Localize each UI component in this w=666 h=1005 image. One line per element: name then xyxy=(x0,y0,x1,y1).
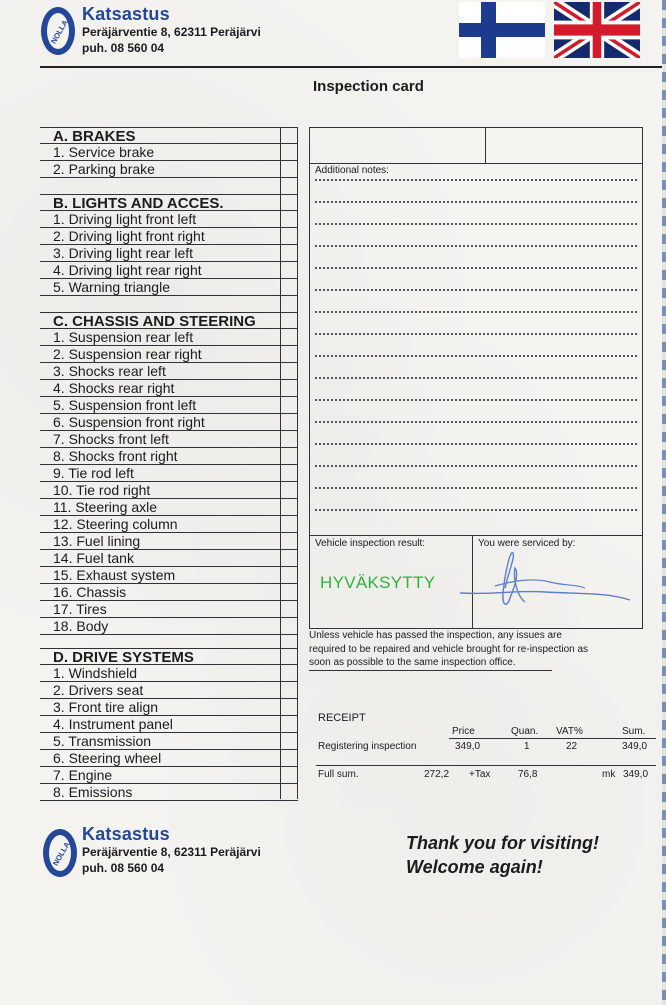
notes-line xyxy=(315,267,637,269)
receipt-total-sum: 349,0 xyxy=(623,769,649,780)
notes-box xyxy=(309,127,643,629)
logo-text: NOLLA xyxy=(50,840,72,868)
notes-line xyxy=(315,201,637,203)
checklist-item: 7. Engine xyxy=(40,767,298,784)
receipt-title: RECEIPT xyxy=(318,712,366,724)
checklist-item: 9. Tie rod left xyxy=(40,465,298,482)
notes-line xyxy=(315,311,637,313)
receipt-header-rule xyxy=(449,738,656,739)
checklist-item: 4. Shocks rear right xyxy=(40,380,298,397)
checklist-item: 1. Suspension rear left xyxy=(40,329,298,346)
checklist-item: 1. Service brake xyxy=(40,144,298,161)
checklist-item: 4. Driving light rear right xyxy=(40,262,298,279)
brand-name: Katsastus xyxy=(82,4,170,24)
notes-line xyxy=(315,443,637,445)
checklist-check-column xyxy=(280,127,281,799)
checklist-item: 3. Front tire align xyxy=(40,699,298,716)
result-label: Vehicle inspection result: xyxy=(315,538,426,549)
notes-line xyxy=(315,487,637,489)
welcome-again-line: Welcome again! xyxy=(406,857,543,877)
header-divider xyxy=(40,66,662,68)
disclaimer-line: soon as possible to the same inspection office. xyxy=(309,657,516,668)
header-phone: puh. 08 560 04 xyxy=(82,41,165,55)
checklist-item: 8. Emissions xyxy=(40,784,298,801)
footer-phone: puh. 08 560 04 xyxy=(82,861,165,875)
receipt-total-tax: 76,8 xyxy=(518,769,538,780)
checklist-item: 11. Steering axle xyxy=(40,499,298,516)
serviced-by-label: You were serviced by: xyxy=(478,538,576,549)
checklist-item: 2. Suspension rear right xyxy=(40,346,298,363)
logo-text: NOLLA xyxy=(48,18,70,46)
checklist-item: 12. Steering column xyxy=(40,516,298,533)
checklist-item: 1. Windshield xyxy=(40,665,298,682)
header-address-line: Peräjärventie 8, 62311 Peräjärvi xyxy=(82,25,261,39)
notes-top-divider xyxy=(485,128,486,163)
footer-address-line: Peräjärventie 8, 62311 Peräjärvi xyxy=(82,845,261,859)
checklist-item: 5. Suspension front left xyxy=(40,397,298,414)
checklist-item: 6. Suspension front right xyxy=(40,414,298,431)
notes-top-line xyxy=(310,163,642,164)
notes-line xyxy=(315,223,637,225)
receipt-header-sum: Sum. xyxy=(622,726,646,737)
checklist-item: 5. Warning triangle xyxy=(40,279,298,296)
receipt-total-tax-label: +Tax xyxy=(469,769,491,780)
header-address xyxy=(82,24,261,56)
receipt-header-price: Price xyxy=(452,726,475,737)
checklist-item: 2. Parking brake xyxy=(40,161,298,178)
section-heading-chassis: C. CHASSIS AND STEERING xyxy=(40,312,298,329)
thank-you-line: Thank you for visiting! xyxy=(406,833,600,853)
checklist-item: 15. Exhaust system xyxy=(40,567,298,584)
signature-icon xyxy=(455,548,640,618)
nolla-logo-icon xyxy=(42,828,78,878)
notes-line xyxy=(315,355,637,357)
notes-line xyxy=(315,333,637,335)
notes-line xyxy=(315,509,637,511)
receipt-line-price: 349,0 xyxy=(455,741,481,752)
section-heading-brakes: A. BRAKES xyxy=(40,127,298,144)
checklist-item: 2. Drivers seat xyxy=(40,682,298,699)
checklist-item: 18. Body xyxy=(40,618,298,635)
receipt-total-label: Full sum. xyxy=(318,769,359,780)
inspection-result-value: HYVÄKSYTTY xyxy=(320,573,436,592)
checklist-item: 7. Shocks front left xyxy=(40,431,298,448)
disclaimer-line: required to be repaired and vehicle brought for re-inspection as xyxy=(309,643,589,655)
receipt-line-vat: 22 xyxy=(566,741,578,752)
checklist-item: 17. Tires xyxy=(40,601,298,618)
checklist-item: 8. Shocks front right xyxy=(40,448,298,465)
receipt-total-currency: mk xyxy=(602,769,616,780)
section-heading-drive-systems: D. DRIVE SYSTEMS xyxy=(40,648,298,665)
perforated-edge xyxy=(662,0,666,1005)
notes-line xyxy=(315,465,637,467)
footer-address xyxy=(82,844,261,876)
receipt-total-net: 272,2 xyxy=(424,769,450,780)
nolla-logo-icon xyxy=(40,6,76,56)
checklist-item: 6. Steering wheel xyxy=(40,750,298,767)
notes-label: Additional notes: xyxy=(315,165,389,176)
finland-flag-icon[interactable] xyxy=(459,2,545,58)
page-title: Inspection card xyxy=(313,78,424,95)
uk-flag-icon[interactable] xyxy=(554,2,640,58)
receipt-total-rule xyxy=(316,765,656,766)
notes-line xyxy=(315,421,637,423)
checklist-item: 13. Fuel lining xyxy=(40,533,298,550)
notes-line xyxy=(315,289,637,291)
receipt-header-quantity: Quan. xyxy=(511,726,539,737)
receipt-line-description: Registering inspection xyxy=(318,741,417,752)
checklist-item: 10. Tie rod right xyxy=(40,482,298,499)
notes-line xyxy=(315,399,637,401)
checklist-item: 4. Instrument panel xyxy=(40,716,298,733)
footer-brand-name: Katsastus xyxy=(82,824,170,844)
inspection-checklist xyxy=(40,127,298,799)
notes-line xyxy=(315,245,637,247)
disclaimer-underline xyxy=(309,670,552,671)
checklist-item: 3. Shocks rear left xyxy=(40,363,298,380)
checklist-item: 3. Driving light rear left xyxy=(40,245,298,262)
thank-you-message xyxy=(406,831,599,879)
checklist-item: 14. Fuel tank xyxy=(40,550,298,567)
disclaimer-line: Unless vehicle has passed the inspection, any issues are xyxy=(309,630,562,641)
section-heading-lights: B. LIGHTS AND ACCES. xyxy=(40,194,298,211)
receipt-header-vat: VAT% xyxy=(556,726,583,737)
result-divider xyxy=(310,535,642,536)
notes-line xyxy=(315,377,637,379)
receipt-line-quantity: 1 xyxy=(524,741,530,752)
checklist-item: 5. Transmission xyxy=(40,733,298,750)
notes-line xyxy=(315,179,637,181)
disclaimer-text xyxy=(309,629,645,670)
checklist-item: 1. Driving light front left xyxy=(40,211,298,228)
receipt-line-sum: 349,0 xyxy=(622,741,648,752)
checklist-item: 16. Chassis xyxy=(40,584,298,601)
checklist-item: 2. Driving light front right xyxy=(40,228,298,245)
